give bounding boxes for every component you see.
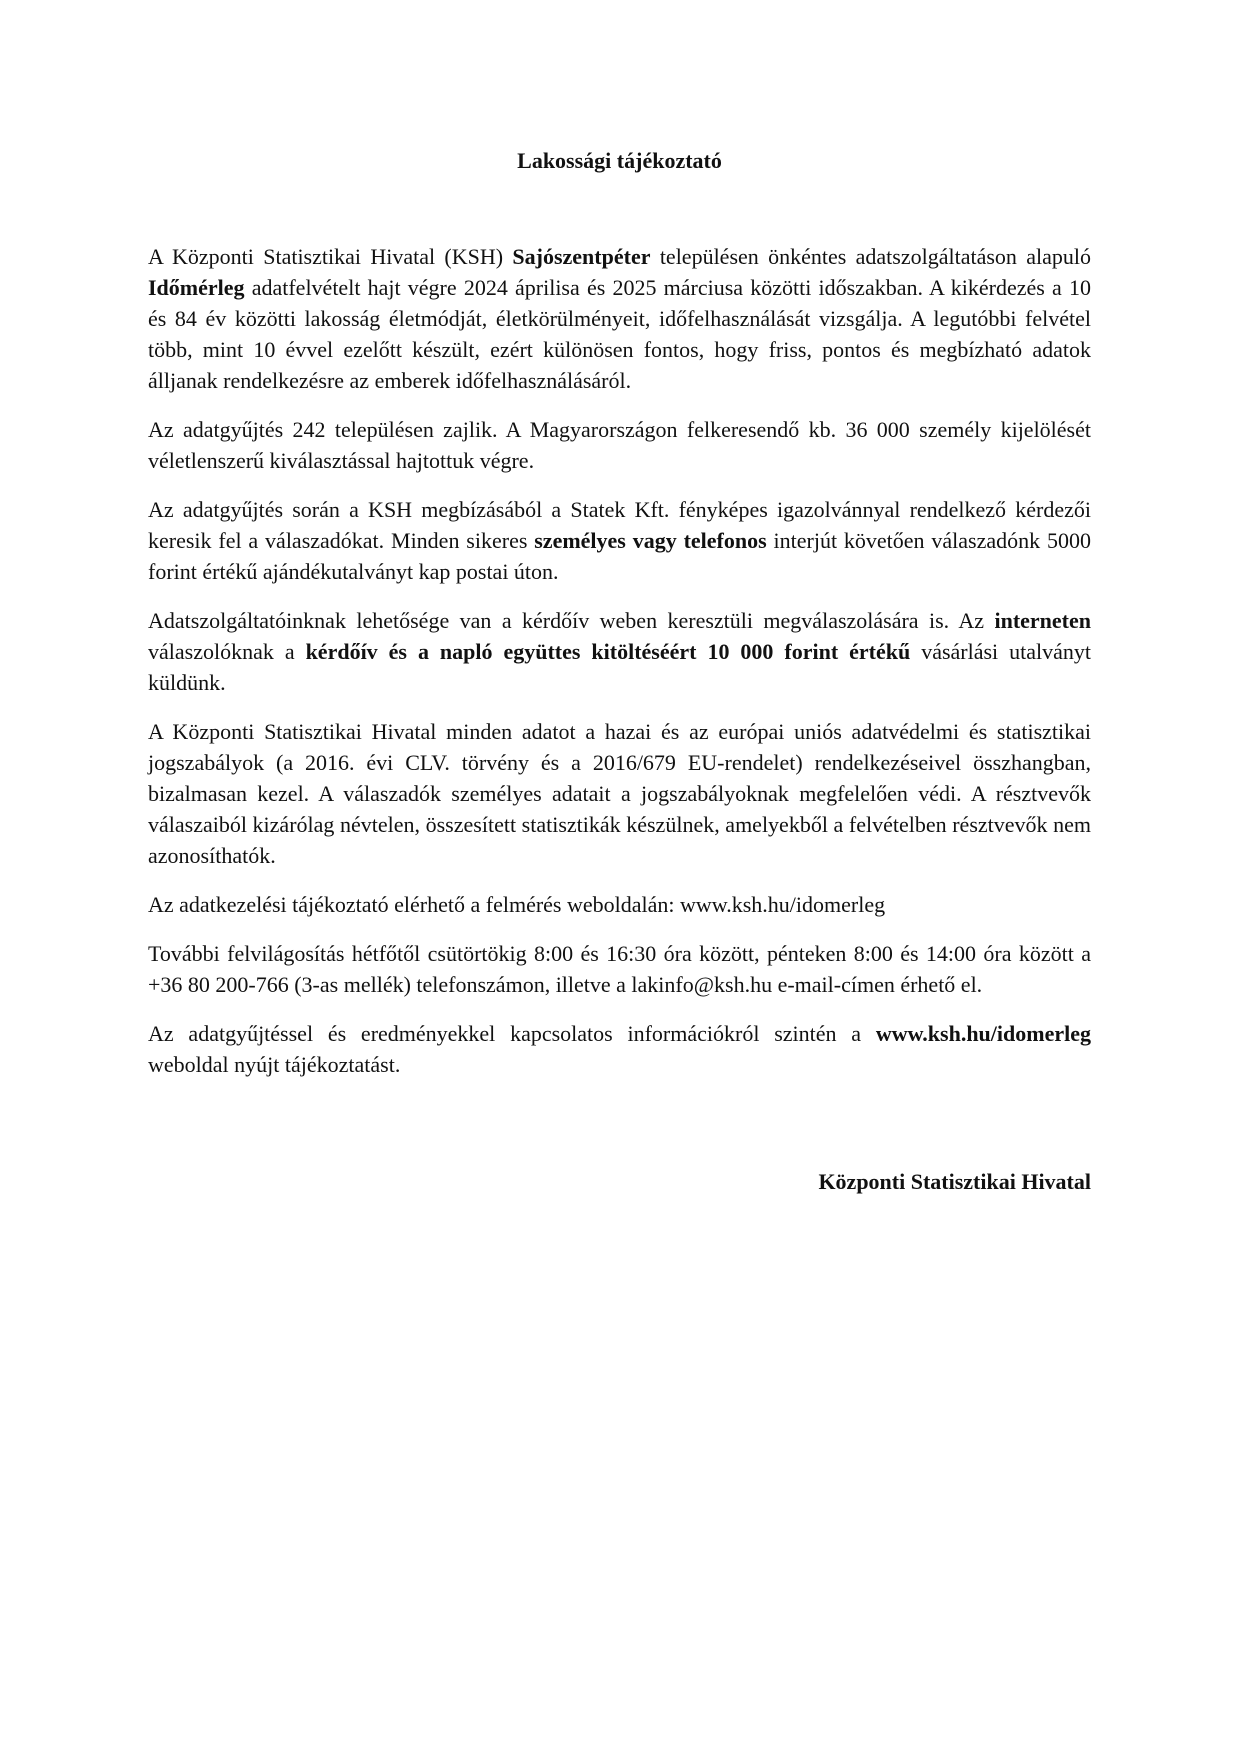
text-run: A Központi Statisztikai Hivatal minden adatot a hazai és az európai uniós adatvédelmi és statisztikai jogszabályok (a 2016. évi CLV. törvény és a 2016/679 EU-rendelet) rendelkezéseivel összhangban, bizalmasan kezel. A válaszadók személyes adatait a jogszabályoknak megfelelően védi. A résztvevők válaszaiból kizárólag névtelen, összesített statisztikák készülnek, amelyekből a felvételben résztvevők nem azonosíthatók. xyxy=(148,719,1091,868)
paragraph-privacy xyxy=(148,716,1091,871)
text-run: településen önkéntes adatszolgáltatáson alapuló xyxy=(650,244,1092,269)
website-link: www.ksh.hu/idomerleg xyxy=(875,1021,1091,1046)
survey-name: Időmérleg xyxy=(148,275,245,300)
text-run: Az adatgyűjtés során a KSH megbízásából a Statek Kft. fényképes igazolvánnyal rendelkező kérdezői keresik fel a válaszadókat. Minden sikeres xyxy=(148,497,1091,553)
text-run: Az adatgyűjtés 242 településen zajlik. A Magyarországon felkeresendő kb. 36 000 személy kijelölését véletlenszerű kiválasztással hajtottuk végre. xyxy=(148,417,1091,473)
paragraph-website xyxy=(148,1018,1091,1080)
document-body xyxy=(148,241,1091,1098)
paragraph-online xyxy=(148,605,1091,698)
text-run: vásárlási utalványt küldünk. xyxy=(148,639,1091,695)
text-run: Az adatkezelési tájékoztató elérhető a felmérés weboldalán: www.ksh.hu/idomerleg xyxy=(148,892,886,917)
paragraph-intro xyxy=(148,241,1091,396)
text-run: A Központi Statisztikai Hivatal (KSH) xyxy=(148,244,513,269)
text-run: weboldal nyújt tájékoztatást. xyxy=(148,1052,401,1077)
settlement-name: Sajószentpéter xyxy=(512,244,651,269)
document-title: Lakossági tájékoztató xyxy=(517,148,722,173)
reward-emphasis: kérdőív és a napló együttes kitöltéséért 10 000 forint értékű xyxy=(305,639,911,664)
text-run: adatfelvételt hajt végre 2024 áprilisa és 2025 márciusa közötti időszakban. A kikérdezés a 10 és 84 év közötti lakosság életmódját, életkörülményeit, időfelhasználását vizsgálja. A legutóbbi felvétel több, mint 10 évvel ezelőtt készült, ezért különösen fontos, hogy friss, pontos és megbízható adatok álljanak rendelkezésre az emberek időfelhasználásáról. xyxy=(148,275,1091,393)
paragraph-data-policy xyxy=(148,889,1091,920)
text-run: interjút követően válaszadónk 5000 forint értékű ajándékutalványt kap postai úton. xyxy=(148,528,1091,584)
text-run: További felvilágosítás hétfőtől csütörtökig 8:00 és 16:30 óra között, pénteken 8:00 és 14:00 óra között a +36 80 200-766 (3-as mellék) telefonszámon, illetve a lakinfo@ksh.hu e-mail-címen érhető el. xyxy=(148,941,1091,997)
internet-emphasis: interneten xyxy=(994,608,1091,633)
text-run: Adatszolgáltatóinknak lehetősége van a kérdőív weben keresztüli megválaszolására is. Az xyxy=(148,608,995,633)
paragraph-sample xyxy=(148,414,1091,476)
paragraph-contact xyxy=(148,938,1091,1000)
paragraph-interviewers xyxy=(148,494,1091,587)
interview-mode-emphasis: személyes vagy telefonos xyxy=(534,528,767,553)
document-page xyxy=(148,0,1091,1753)
text-run: válaszolóknak a xyxy=(148,639,306,664)
text-run: Az adatgyűjtéssel és eredményekkel kapcsolatos információkról szintén a xyxy=(148,1021,876,1046)
signature: Központi Statisztikai Hivatal xyxy=(818,1169,1091,1194)
